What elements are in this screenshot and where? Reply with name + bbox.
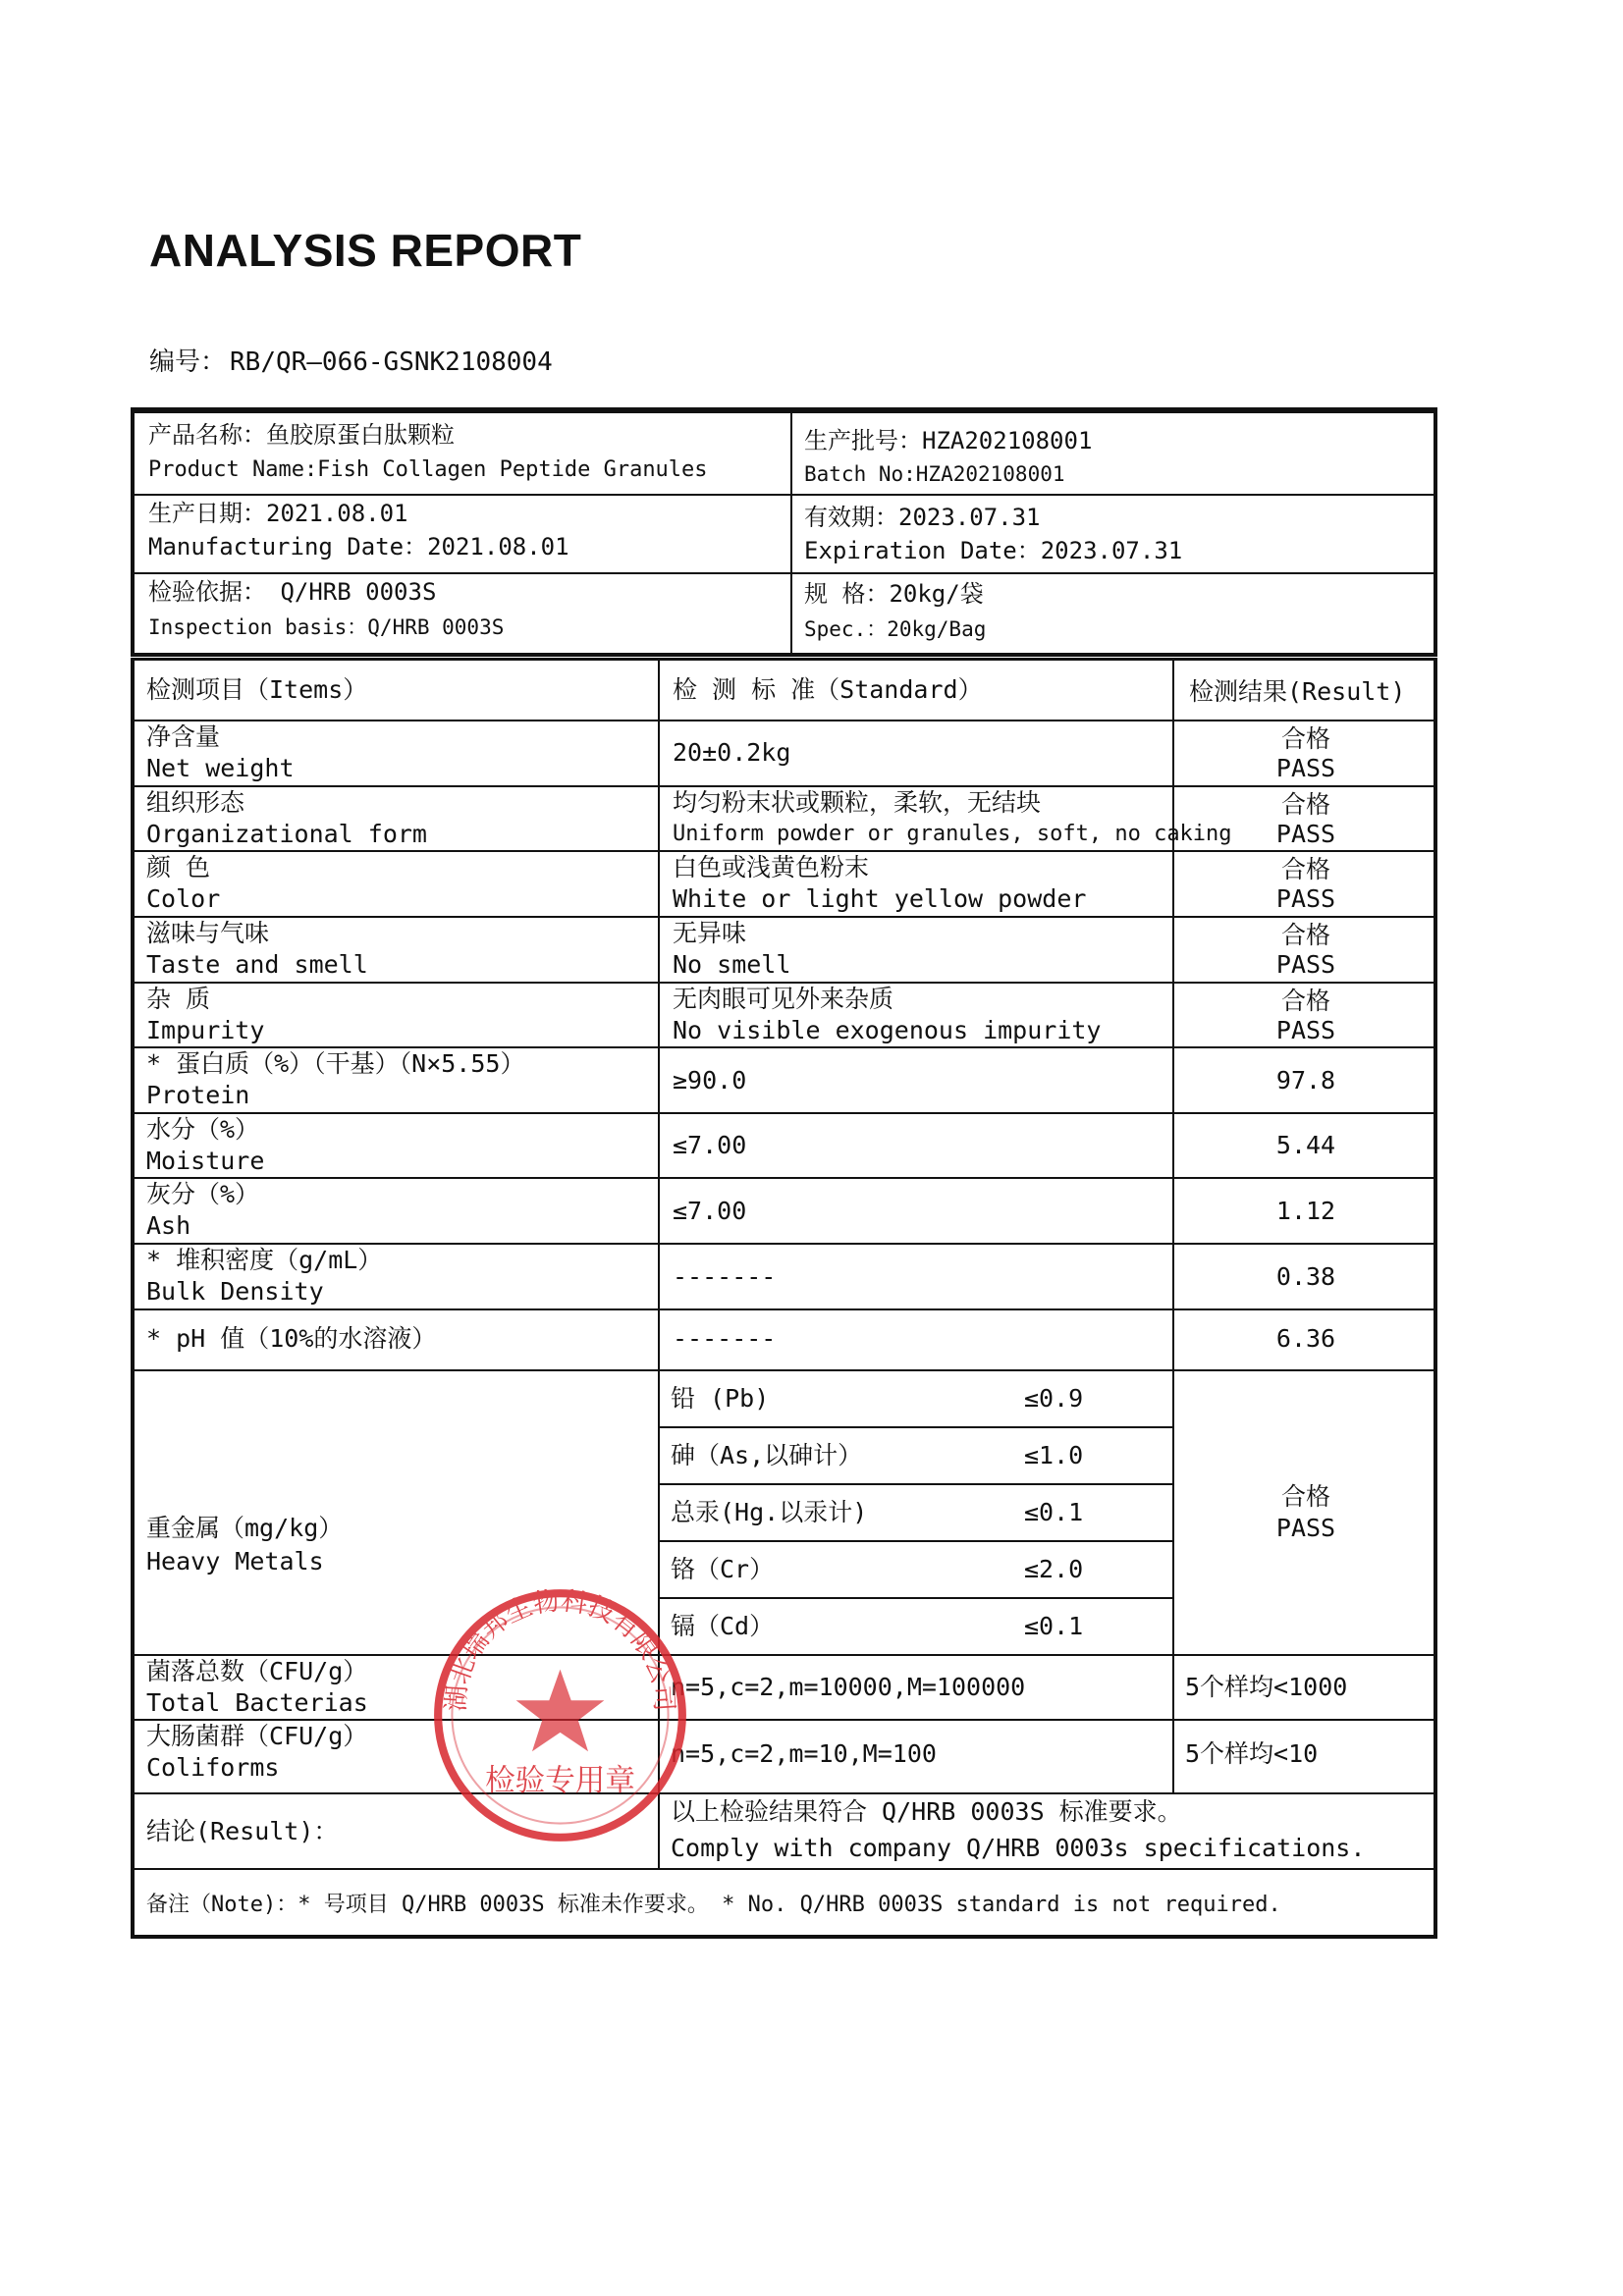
standard-value: 无异味: [673, 919, 747, 947]
result-en: PASS: [1275, 950, 1336, 979]
heavy-metals-result-en: PASS: [1275, 1514, 1336, 1542]
metal-name: 铬（Cr）: [671, 1555, 775, 1583]
inspection-basis-en: Inspection basis：Q/HRB 0003S: [148, 615, 505, 639]
conclusion-cn: 以上检验结果符合 Q/HRB 0003S 标准要求。: [671, 1797, 1182, 1826]
header-result: 检测结果(Result): [1189, 677, 1406, 706]
result-cn: 合格: [1280, 921, 1330, 949]
item-cn: * 蛋白质（%）（干基）（N×5.55）: [146, 1049, 525, 1078]
standard-value: ≤7.00: [673, 1131, 747, 1159]
heavy-metals-result-cn: 合格: [1280, 1482, 1330, 1511]
micro-standard: n=5,c=2,m=10,M=100: [671, 1739, 937, 1768]
result-en: PASS: [1275, 1016, 1336, 1044]
standard-value-en: No visible exogenous impurity: [673, 1016, 1102, 1044]
standard-value: 无肉眼可见外来杂质: [673, 985, 894, 1013]
metal-name: 总汞(Hg.以汞计): [671, 1498, 868, 1526]
seal-bottom-text: 检验专用章: [485, 1763, 635, 1798]
product-name-cn: 产品名称：鱼胶原蛋白肽颗粒: [148, 421, 455, 449]
product-name-en: Product Name:Fish Collagen Peptide Granules: [148, 457, 708, 482]
item-en: Protein: [146, 1081, 250, 1109]
conclusion-label: 结论(Result)：: [146, 1817, 339, 1845]
batch-en: Batch No:HZA202108001: [804, 462, 1065, 486]
micro-item-cn: 菌落总数（CFU/g）: [146, 1657, 368, 1685]
report-title: ANALYSIS REPORT: [149, 225, 582, 276]
result-cn: 合格: [1280, 790, 1330, 819]
mfg-date-en: Manufacturing Date：2021.08.01: [148, 533, 569, 561]
item-cn: 颜 色: [146, 853, 211, 881]
metal-limit: ≤0.1: [1024, 1612, 1084, 1640]
product-info-table: [131, 407, 1437, 657]
micro-standard: n=5,c=2,m=10000,M=100000: [671, 1673, 1026, 1701]
result-en: PASS: [1275, 884, 1336, 913]
metal-limit: ≤1.0: [1024, 1441, 1084, 1469]
doc-number-label: 编号：: [149, 347, 227, 377]
batch-cn: 生产批号：HZA202108001: [804, 427, 1093, 454]
heavy-metals-en: Heavy Metals: [146, 1547, 324, 1575]
standard-value: 20±0.2kg: [673, 738, 791, 767]
standard-value: ≥90.0: [673, 1066, 747, 1095]
exp-date-cn: 有效期：2023.07.31: [804, 504, 1041, 531]
result-value: 0.38: [1275, 1262, 1336, 1291]
exp-date-en: Expiration Date：2023.07.31: [804, 537, 1183, 564]
standard-value-en: White or light yellow powder: [673, 884, 1087, 913]
item-cn: * pH 值（10%的水溶液）: [146, 1324, 437, 1353]
result-cn: 合格: [1280, 724, 1330, 753]
doc-number-value: RB/QR—066-GSNK2108004: [230, 347, 553, 377]
metal-limit: ≤0.9: [1024, 1384, 1084, 1413]
header-items: 检测项目（Items）: [146, 675, 368, 704]
item-cn: * 堆积密度（g/mL）: [146, 1246, 383, 1274]
standard-value-en: No smell: [673, 950, 791, 979]
metal-limit: ≤2.0: [1024, 1555, 1084, 1583]
standard-value: 均匀粉末状或颗粒，柔软，无结块: [673, 788, 1042, 817]
seal-top-text: 湖北瑞邦生物科技有限公司: [441, 1585, 679, 1713]
metal-limit: ≤0.1: [1024, 1498, 1084, 1526]
result-value: 1.12: [1275, 1197, 1336, 1225]
note: 备注（Note)：* 号项目 Q/HRB 0003S 标准未作要求。 * No. Q/HRB 0003S standard is not required.: [146, 1893, 1281, 1917]
result-cn: 合格: [1280, 987, 1330, 1015]
item-en: Bulk Density: [146, 1277, 324, 1306]
micro-item-en: Total Bacterias: [146, 1688, 368, 1717]
result-value: 5.44: [1275, 1131, 1336, 1159]
metal-name: 镉（Cd）: [671, 1612, 775, 1640]
item-en: Color: [146, 884, 221, 913]
mfg-date-cn: 生产日期：2021.08.01: [148, 500, 408, 527]
item-cn: 杂 质: [146, 985, 211, 1013]
result-en: PASS: [1275, 754, 1336, 782]
item-cn: 灰分（%）: [146, 1180, 260, 1208]
standard-value: ≤7.00: [673, 1197, 747, 1225]
standard-value-en: Uniform powder or granules, soft, no caking: [673, 822, 1232, 846]
spec-en: Spec.：20kg/Bag: [804, 617, 987, 641]
standard-value: -------: [673, 1262, 777, 1291]
results-table: [131, 658, 1437, 1939]
item-en: Impurity: [146, 1016, 265, 1044]
item-cn: 组织形态: [146, 788, 245, 817]
micro-result: 5个样均<10: [1185, 1739, 1319, 1768]
micro-item-cn: 大肠菌群（CFU/g）: [146, 1722, 368, 1750]
result-en: PASS: [1275, 820, 1336, 848]
item-en: Moisture: [146, 1147, 265, 1175]
conclusion-en: Comply with company Q/HRB 0003s specifications.: [671, 1834, 1366, 1862]
spec-cn: 规 格：20kg/袋: [804, 580, 984, 608]
item-en: Net weight: [146, 754, 295, 782]
metal-name: 铅 (Pb): [671, 1384, 770, 1413]
result-cn: 合格: [1280, 855, 1330, 883]
result-value: 97.8: [1275, 1066, 1336, 1095]
item-en: Ash: [146, 1211, 191, 1240]
micro-item-en: Coliforms: [146, 1753, 280, 1782]
item-cn: 滋味与气味: [146, 919, 270, 947]
inspection-basis-cn: 检验依据： Q/HRB 0003S: [148, 578, 437, 606]
item-en: Taste and smell: [146, 950, 368, 979]
result-value: 6.36: [1275, 1324, 1336, 1353]
heavy-metals-cn: 重金属（mg/kg）: [146, 1514, 344, 1542]
micro-result: 5个样均<1000: [1185, 1673, 1348, 1701]
item-cn: 水分（%）: [146, 1115, 260, 1144]
item-en: Organizational form: [146, 820, 427, 848]
metal-name: 砷（As,以砷计）: [671, 1441, 863, 1469]
item-cn: 净含量: [146, 722, 221, 751]
header-standard: 检 测 标 准（Standard）: [673, 675, 983, 704]
document-number: [149, 342, 557, 378]
standard-value: -------: [673, 1324, 777, 1353]
standard-value: 白色或浅黄色粉末: [673, 853, 870, 881]
